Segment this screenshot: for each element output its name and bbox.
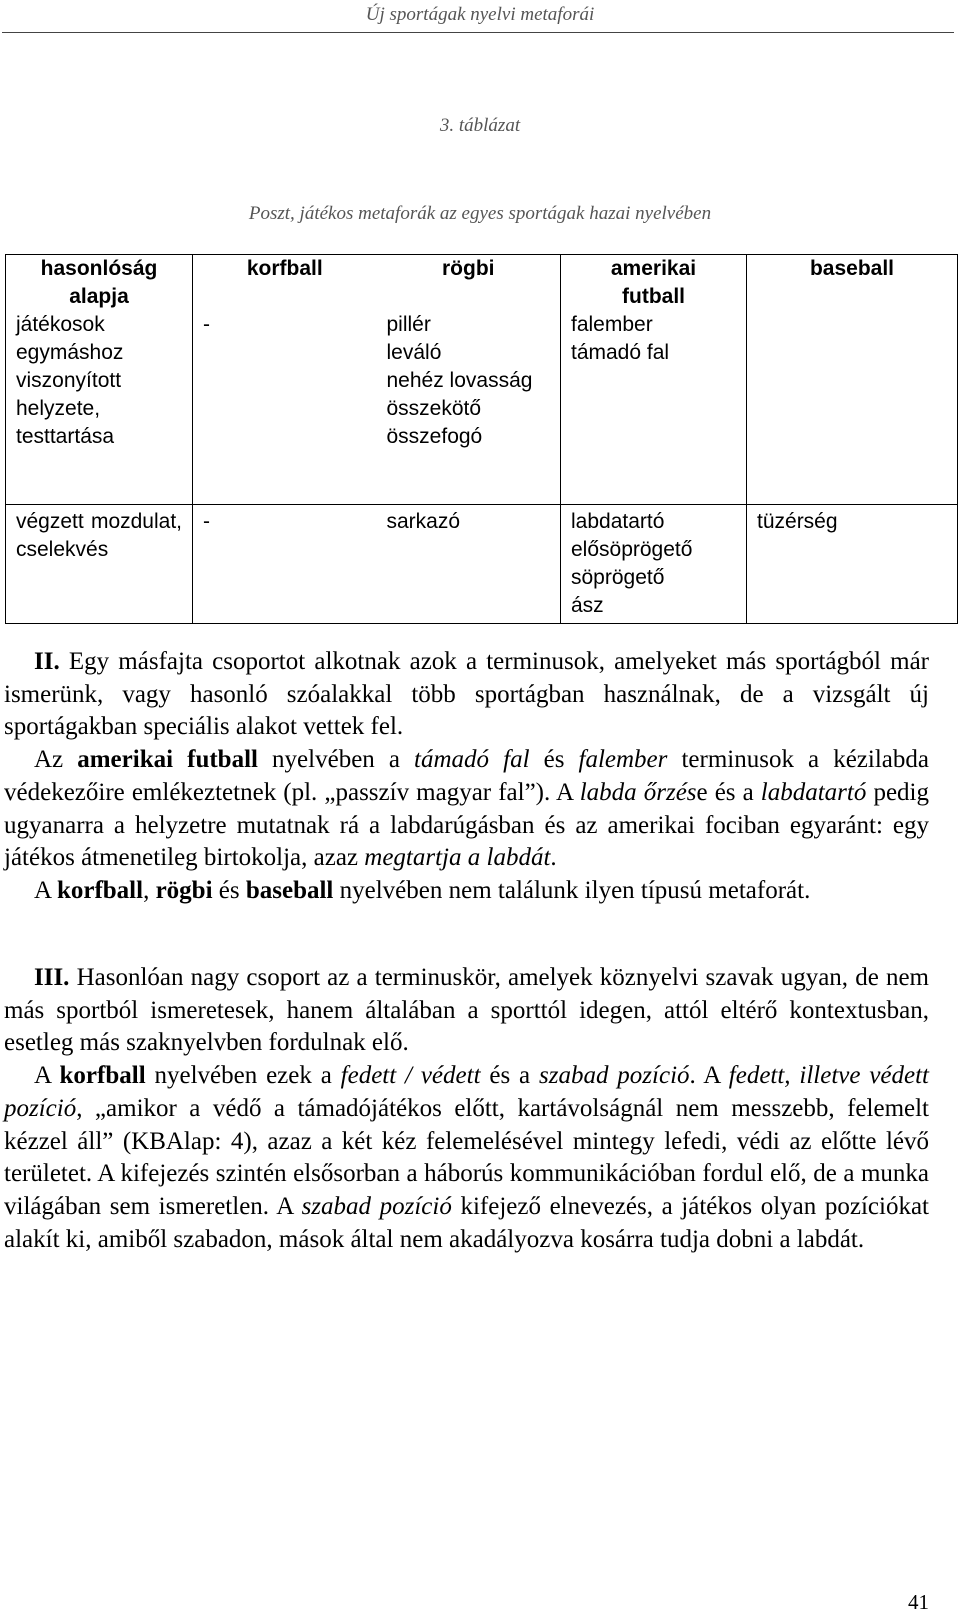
row2-basis: végzett mozdulat, cselekvés <box>6 505 193 624</box>
text-run: , „amikor a védő a támadójátékos előtt, kartávolságnál nem messzebb, felemelt kézzel áll” (KBAlap: 4), azaz a két kéz felemelésével mintegy lefedi, védi az előtte lévő területet. A kifejezés szintén elsősorban a háborús kommunikációban fordul elő, de a munka világában sem ismeretlen. A <box>4 1094 929 1220</box>
section-ii <box>4 646 929 908</box>
cell-line: ász <box>571 594 604 617</box>
sport-name: baseball <box>245 876 334 904</box>
term: támadó fal <box>414 746 530 774</box>
text-run: Egy másfajta csoportot alkotnak azok a terminusok, amelyeket más sportágból már ismerünk, vagy hasonló szóalakkal több sportágban használnak, de a vizsgált új sportágakban speciális alakot vettek fel. <box>4 648 929 741</box>
term: labdatartó <box>760 778 867 806</box>
section-ii-paragraph-1 <box>4 646 929 744</box>
row1-korfball: - <box>193 311 377 505</box>
text-run: és <box>529 746 579 774</box>
row1-amerikai-futball <box>561 311 747 505</box>
section-iii-paragraph-2 <box>4 1060 929 1256</box>
text-run: pedig ugyanarra a helyzetre mutatnak rá a labdarúgásban és az amerikai fociban egyaránt: egy játékos átmenetileg birtokolja, azaz <box>4 778 929 872</box>
text-run: Hasonlóan nagy csoport az a terminuskör, amelyek köznyelvi szavak ugyan, de nem más sportból ismeretesek, hanem általában a sporttól idegen, attól eltérő kontextusban, esetleg más szaknyelvben fordulnak elő. <box>4 964 929 1057</box>
sport-name: korfball <box>56 876 144 904</box>
text-run: nyelvében ezek a <box>145 1062 341 1090</box>
term: fedett / védett <box>340 1062 481 1090</box>
row2-rogbi <box>377 505 561 624</box>
cell-line: támadó fal <box>571 341 670 364</box>
header-rule <box>2 32 954 33</box>
section-ii-paragraph-2 <box>4 744 929 875</box>
cell-line: pillér <box>386 313 431 336</box>
header-basis: hasonlóság alapja <box>6 255 193 312</box>
section-numeral: III. <box>34 964 70 991</box>
table-row <box>6 505 958 624</box>
text-run: nyelvében nem találunk ilyen típusú metaforát. <box>333 876 811 904</box>
text-run: nyelvében a <box>257 746 415 774</box>
metaphor-table <box>5 254 958 624</box>
row2-baseball: tüzérség <box>747 505 958 624</box>
text-run: kifejező elnevezés, a játékos olyan pozíciókat alakít ki, amiből szabadon, mások által nem akadályozva kosárra tudja dobni a labdát. <box>4 1192 929 1253</box>
section-iii-paragraph-1 <box>4 962 929 1060</box>
text-run: . <box>550 844 557 872</box>
header-korfball: korfball <box>193 255 377 312</box>
section-numeral: II. <box>34 648 60 675</box>
text-run: A <box>34 1062 60 1090</box>
cell-line: sarkazó <box>386 510 461 533</box>
table-header-row <box>6 255 958 312</box>
cell-line: nehéz lovasság <box>386 369 533 392</box>
table-caption: Poszt, játékos metaforák az egyes sportágak hazai nyelvében <box>248 203 712 224</box>
term: szabad pozíció <box>301 1192 452 1220</box>
term: fedett, illetve védett pozíció <box>4 1062 930 1122</box>
sport-name: amerikai futball <box>77 746 258 774</box>
term: falember <box>578 746 668 774</box>
text-run: . A <box>689 1062 729 1090</box>
text-run: e és a <box>696 778 761 806</box>
row1-baseball <box>747 311 958 505</box>
page-number: 41 <box>908 1590 929 1614</box>
text-run: A <box>34 876 57 904</box>
section-ii-paragraph-3 <box>4 875 929 908</box>
text-run: és <box>212 876 246 904</box>
sport-name: korfball <box>59 1062 146 1090</box>
running-header: Új sportágak nyelvi metaforái <box>365 4 595 25</box>
row1-rogbi <box>377 311 561 505</box>
sport-name: rögbi <box>155 876 213 904</box>
cell-line: leváló <box>386 341 442 364</box>
term: szabad pozíció <box>539 1062 690 1090</box>
header-amerikai-futball: amerikai futball <box>561 255 747 312</box>
cell-line: összefogó <box>386 425 483 448</box>
cell-line: labdatartó <box>571 510 665 533</box>
term: labda őrzés <box>579 778 697 806</box>
term: megtartja a labdát <box>364 844 551 872</box>
text-run: és a <box>480 1062 539 1090</box>
text-run: , <box>143 876 156 904</box>
row1-basis: játékosok egymáshoz viszonyított helyzete, testtartása <box>6 311 193 505</box>
text-run: terminusok a kézilabda védekezőire emlékeztetnek (pl. „passzív magyar fal”). A <box>4 746 929 806</box>
table-number: 3. táblázat <box>439 115 521 136</box>
table-row <box>6 311 958 505</box>
cell-line: falember <box>571 313 653 336</box>
cell-line: összekötő <box>386 397 482 420</box>
cell-line: söprögető <box>571 566 665 589</box>
section-iii <box>4 962 929 1256</box>
text-run: Az <box>34 746 78 774</box>
header-baseball: baseball <box>747 255 958 312</box>
row2-amerikai-futball <box>561 505 747 624</box>
cell-line: elősöprögető <box>571 538 693 561</box>
header-rogbi: rögbi <box>377 255 561 312</box>
row2-korfball: - <box>193 505 377 624</box>
